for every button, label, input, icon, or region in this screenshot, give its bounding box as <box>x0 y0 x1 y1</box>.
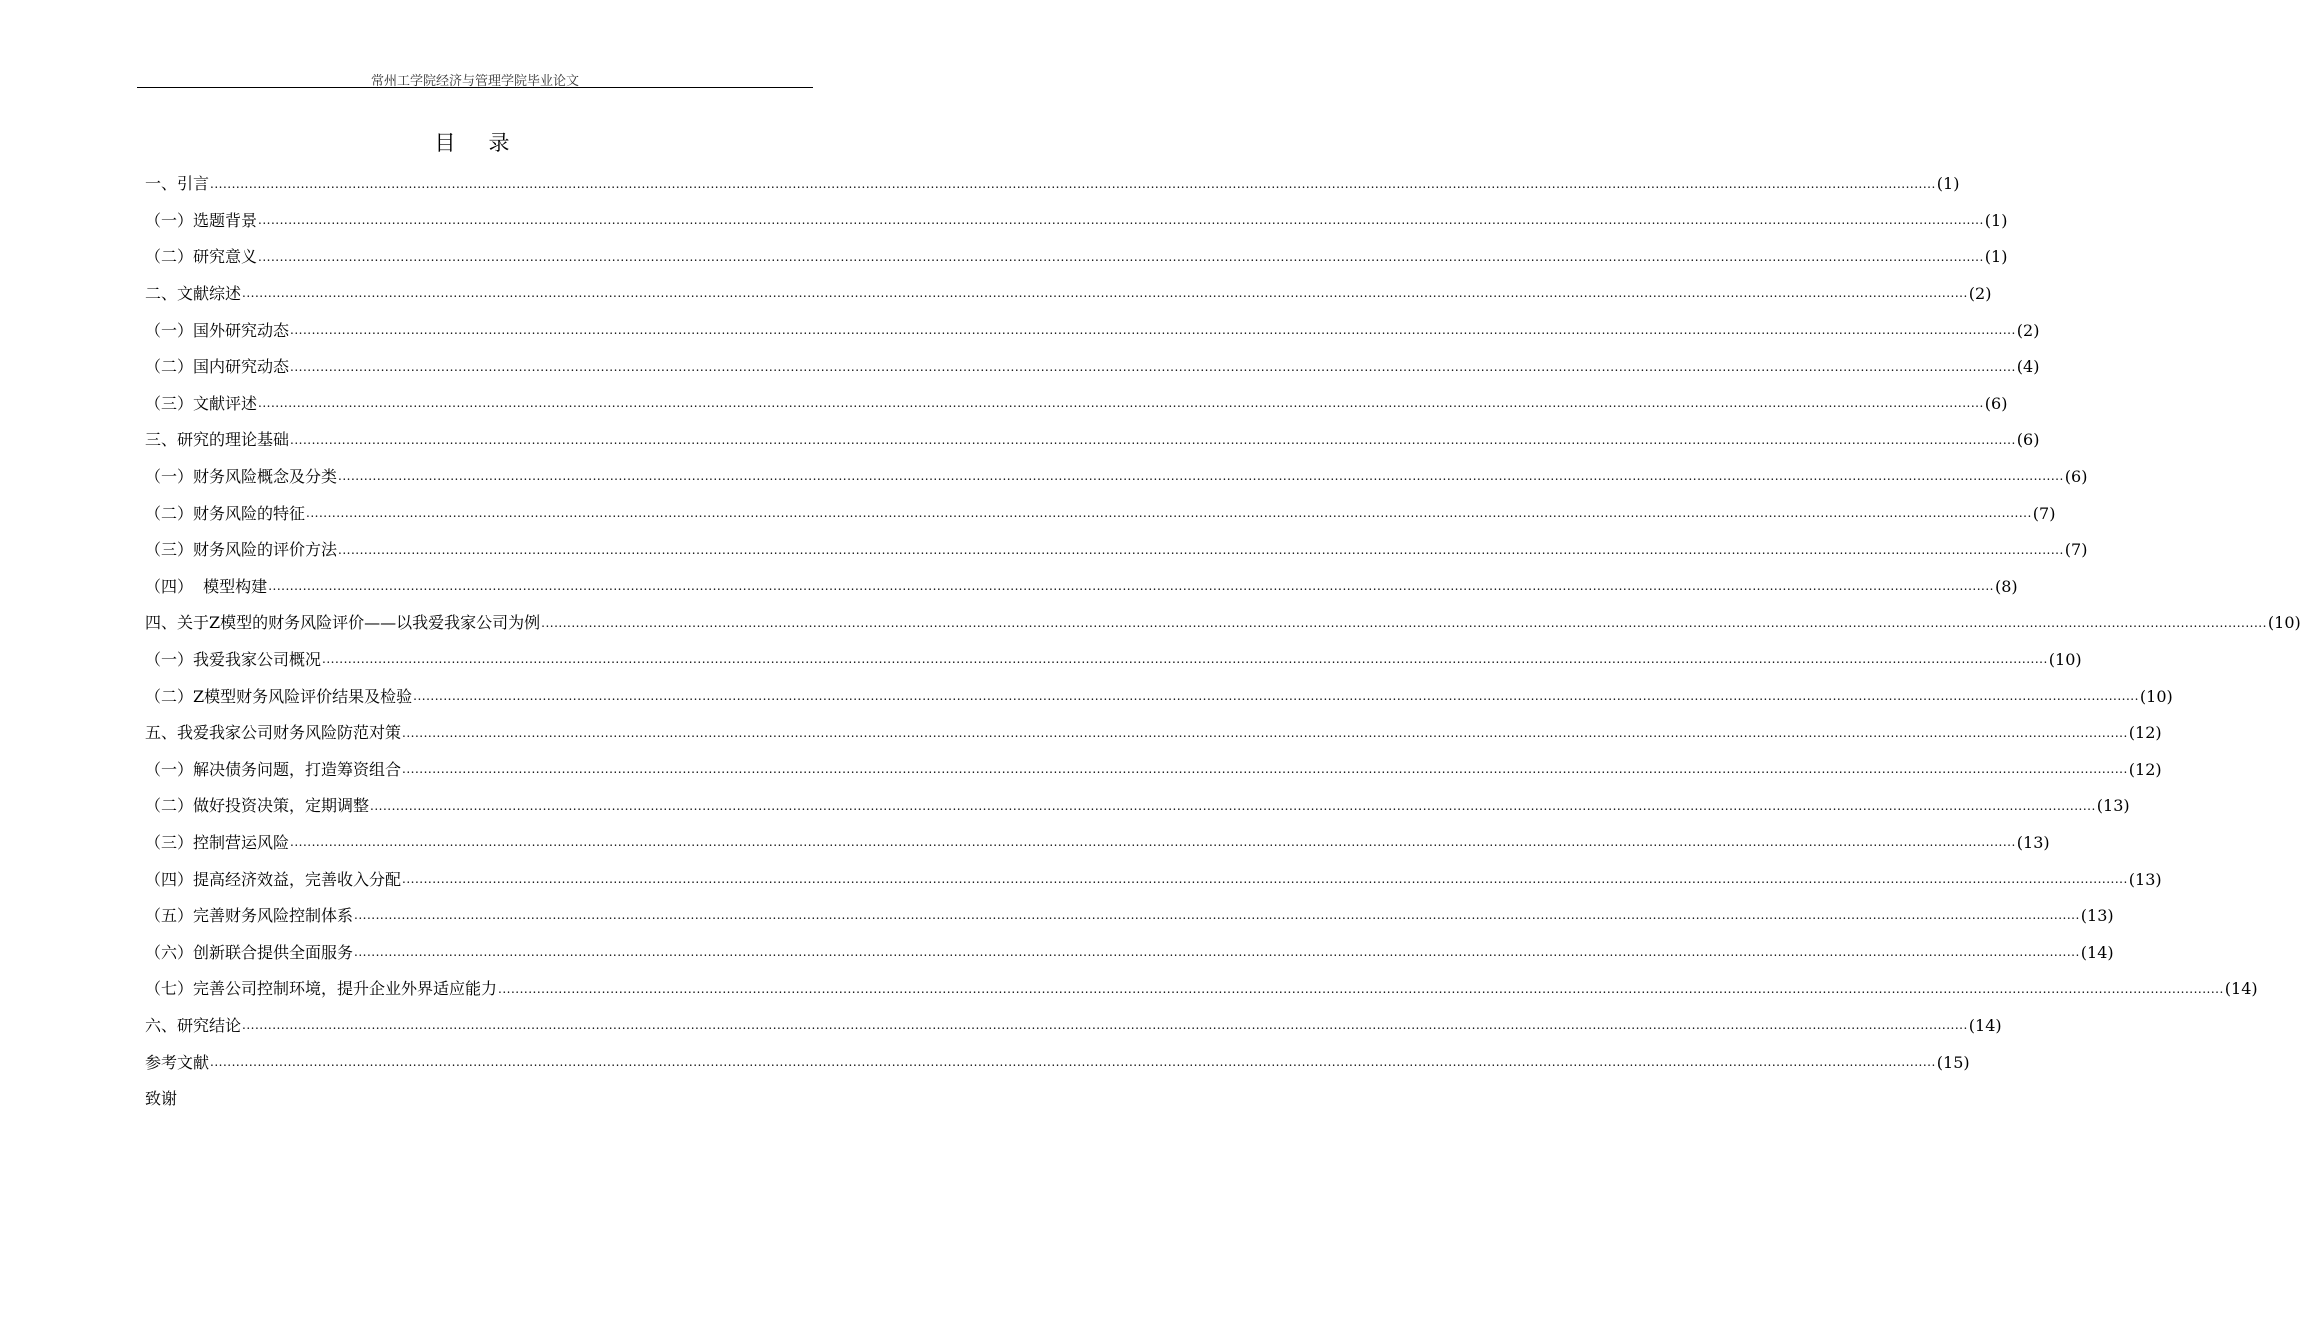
toc-entry-text: 参考文献 <box>145 1052 210 1072</box>
toc-entry-text: （三）文献评述 <box>145 393 258 413</box>
toc-entry-text: （二）Z模型财务风险评价结果及检验 <box>145 686 413 706</box>
toc-entry-page: (14) <box>1968 1015 2002 1035</box>
toc-entry-text: 致谢 <box>145 1089 178 1109</box>
toc-leader-dots: ................................................................................................................................................................................................................................................................................................................................................................................................................ <box>338 469 2064 484</box>
toc-entry[interactable] <box>145 642 2082 679</box>
toc-entry[interactable] <box>145 1044 1970 1081</box>
toc-entry-text: 一、引言 <box>145 174 210 194</box>
toc-leader-dots: ................................................................................................................................................................................................................................................................................................................................................................................................................ <box>413 688 2139 703</box>
toc-leader-dots: ................................................................................................................................................................................................................................................................................................................................................................................................................ <box>306 505 2032 520</box>
toc-entry[interactable] <box>145 861 2162 898</box>
toc-entry-text: 五、我爱我家公司财务风险防范对策 <box>145 723 402 743</box>
toc-entry-page: (4) <box>2016 357 2040 377</box>
toc-leader-dots: ................................................................................................................................................................................................................................................................................................................................................................................................................ <box>402 871 2128 886</box>
toc-leader-dots: ................................................................................................................................................................................................................................................................................................................................................................................................................ <box>354 945 2080 960</box>
toc-entry[interactable] <box>145 934 2114 971</box>
toc-leader-dots: ................................................................................................................................................................................................................................................................................................................................................................................................................ <box>402 725 2128 740</box>
toc-entry-page: (10) <box>2048 650 2082 670</box>
toc-entry[interactable] <box>145 1008 2002 1045</box>
toc-entry[interactable] <box>145 788 2130 825</box>
toc-entry-text: （六）创新联合提供全面服务 <box>145 942 354 962</box>
toc-entry[interactable] <box>145 203 2008 240</box>
toc-entry-page: (15) <box>1936 1052 1970 1072</box>
toc-entry[interactable] <box>145 276 1992 313</box>
toc-leader-dots: ................................................................................................................................................................................................................................................................................................................................................................................................................ <box>258 396 1984 411</box>
toc-entry-text: （一）国外研究动态 <box>145 320 290 340</box>
toc-entry-page: (2) <box>2016 320 2040 340</box>
toc-entry-page: (10) <box>2139 686 2173 706</box>
toc-entry-page: (14) <box>2080 942 2114 962</box>
toc-entry[interactable] <box>145 715 2162 752</box>
toc-entry[interactable] <box>145 752 2162 789</box>
toc-leader-dots: ................................................................................................................................................................................................................................................................................................................................................................................................................ <box>322 652 2048 667</box>
toc-entry-text: 六、研究结论 <box>145 1015 242 1035</box>
toc-leader-dots: ................................................................................................................................................................................................................................................................................................................................................................................................................ <box>268 579 1994 594</box>
toc-entry-text: （二）做好投资决策，定期调整 <box>145 796 370 816</box>
toc-entry-text: 二、文献综述 <box>145 284 242 304</box>
toc-leader-dots: ................................................................................................................................................................................................................................................................................................................................................................................................................ <box>290 835 2016 850</box>
toc-entry-text: （四）提高经济效益，完善收入分配 <box>145 869 402 889</box>
header-rule <box>137 87 813 88</box>
toc-entry[interactable] <box>145 349 2040 386</box>
toc-entry-text: 三、研究的理论基础 <box>145 430 290 450</box>
toc-entry[interactable] <box>145 312 2040 349</box>
toc-entry[interactable] <box>145 422 2040 459</box>
toc-entry[interactable] <box>145 971 2258 1008</box>
toc-entry[interactable] <box>145 495 2056 532</box>
toc-entry-page: (2) <box>1968 284 1992 304</box>
toc-leader-dots: ................................................................................................................................................................................................................................................................................................................................................................................................................ <box>370 798 2096 813</box>
page-header: 常州工学院经济与管理学院毕业论文 <box>370 74 579 89</box>
toc-leader-dots: ................................................................................................................................................................................................................................................................................................................................................................................................................ <box>258 249 1984 264</box>
toc-entry-page: (13) <box>2128 869 2162 889</box>
toc-entry-text: （一）选题背景 <box>145 210 258 230</box>
toc-leader-dots: ................................................................................................................................................................................................................................................................................................................................................................................................................ <box>210 1054 1936 1069</box>
toc-leader-dots: ................................................................................................................................................................................................................................................................................................................................................................................................................ <box>242 1018 1968 1033</box>
toc-entry[interactable] <box>145 532 2088 569</box>
toc-entry-text: （二）财务风险的特征 <box>145 503 306 523</box>
toc-entry[interactable] <box>145 166 1960 203</box>
toc-entry-text: （三）控制营运风险 <box>145 832 290 852</box>
toc-leader-dots: ................................................................................................................................................................................................................................................................................................................................................................................................................ <box>210 176 1936 191</box>
toc-leader-dots: ................................................................................................................................................................................................................................................................................................................................................................................................................ <box>402 762 2128 777</box>
toc-entry-text: 四、关于Z模型的财务风险评价——以我爱我家公司为例 <box>145 613 541 633</box>
toc-entry-page: (6) <box>2016 430 2040 450</box>
toc-entry[interactable] <box>145 678 2173 715</box>
toc-leader-dots: ................................................................................................................................................................................................................................................................................................................................................................................................................ <box>258 213 1984 228</box>
toc-entry-page: (12) <box>2128 759 2162 779</box>
toc-entry-text: （四） 模型构建 <box>145 576 268 596</box>
toc-entry-page: (12) <box>2128 723 2162 743</box>
toc-entry-page: (7) <box>2032 503 2056 523</box>
toc-entry-text: （七）完善公司控制环境，提升企业外界适应能力 <box>145 979 498 999</box>
toc-entry[interactable] <box>145 569 2018 606</box>
toc-entry-text: （五）完善财务风险控制体系 <box>145 906 354 926</box>
toc-entry-page: (13) <box>2080 906 2114 926</box>
toc-leader-dots: ................................................................................................................................................................................................................................................................................................................................................................................................................ <box>242 286 1968 301</box>
toc-entry[interactable] <box>145 898 2114 935</box>
toc-entry-page: (1) <box>1984 210 2008 230</box>
toc-entry-page: (10) <box>2267 613 2301 633</box>
toc-leader-dots: ................................................................................................................................................................................................................................................................................................................................................................................................................ <box>498 981 2224 996</box>
toc-entry[interactable] <box>145 1081 807 1118</box>
toc-entry-page: (6) <box>2064 467 2088 487</box>
toc-entry-page: (7) <box>2064 540 2088 560</box>
toc-entry-text: （一）解决债务问题，打造筹资组合 <box>145 759 402 779</box>
toc-title: 目 录 <box>434 131 516 155</box>
toc-entry-page: (1) <box>1984 247 2008 267</box>
toc-entry[interactable] <box>145 239 2008 276</box>
toc-entry-text: （二）国内研究动态 <box>145 357 290 377</box>
toc-entry-text: （三）财务风险的评价方法 <box>145 540 338 560</box>
toc-leader-dots: ................................................................................................................................................................................................................................................................................................................................................................................................................ <box>290 359 2016 374</box>
table-of-contents <box>145 166 2301 1117</box>
toc-entry-text: （二）研究意义 <box>145 247 258 267</box>
toc-entry-page: (6) <box>1984 393 2008 413</box>
toc-entry[interactable] <box>145 825 2050 862</box>
toc-leader-dots: ................................................................................................................................................................................................................................................................................................................................................................................................................ <box>354 908 2080 923</box>
toc-entry-page: (14) <box>2224 979 2258 999</box>
toc-entry[interactable] <box>145 605 2301 642</box>
toc-leader-dots: ................................................................................................................................................................................................................................................................................................................................................................................................................ <box>541 615 2267 630</box>
toc-entry-text: （一）我爱我家公司概况 <box>145 650 322 670</box>
toc-entry[interactable] <box>145 386 2008 423</box>
toc-entry-text: （一）财务风险概念及分类 <box>145 467 338 487</box>
toc-leader-dots: ................................................................................................................................................................................................................................................................................................................................................................................................................ <box>290 322 2016 337</box>
toc-leader-dots: ................................................................................................................................................................................................................................................................................................................................................................................................................ <box>338 542 2064 557</box>
toc-entry[interactable] <box>145 459 2088 496</box>
toc-entry-page: (1) <box>1936 174 1960 194</box>
toc-leader-dots: ................................................................................................................................................................................................................................................................................................................................................................................................................ <box>290 432 2016 447</box>
toc-entry-page: (13) <box>2016 832 2050 852</box>
toc-entry-page: (8) <box>1994 576 2018 596</box>
toc-entry-page: (13) <box>2096 796 2130 816</box>
